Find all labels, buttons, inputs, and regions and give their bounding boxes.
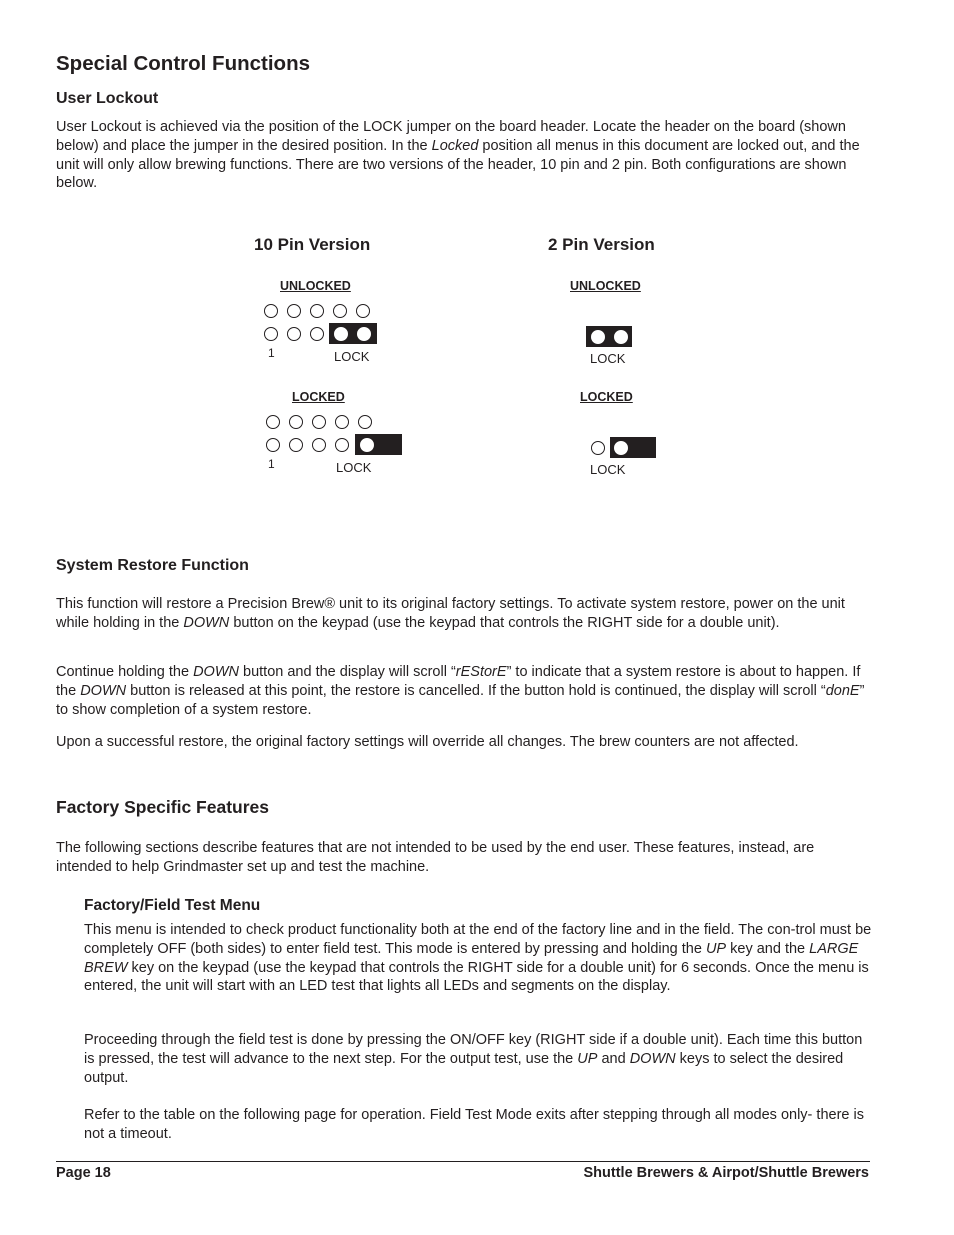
system-restore-heading: System Restore Function <box>56 557 249 574</box>
pin-one-label: 1 <box>268 457 275 471</box>
header-pin <box>312 415 326 429</box>
ten-pin-locked-label: LOCKED <box>292 390 345 404</box>
page-heading: Special Control Functions <box>56 52 310 75</box>
system-restore-paragraph-3: Upon a successful restore, the original factory settings will override all changes. The brew counters are not affected. <box>56 734 799 750</box>
test-menu-heading: Factory/Field Test Menu <box>84 897 261 914</box>
header-pin <box>312 438 326 452</box>
page-number: Page 18 <box>56 1165 111 1181</box>
jumpered-pin <box>614 441 628 455</box>
two-pin-locked-label: LOCKED <box>580 390 633 404</box>
test-menu-paragraph-3: Refer to the table on the following page for operation. Field Test Mode exits after stepping through all modes only- there is not a timeout. <box>84 1107 864 1142</box>
ten-pin-title: 10 Pin Version <box>254 235 371 254</box>
factory-features-paragraph: The following sections describe features that are not intended to be used by the end user. These features, instead, are intended to help Grindmaster set up and test the machine. <box>56 840 815 875</box>
system-restore-paragraph-1: This function will restore a Precision Brew® unit to its original factory settings. To activate system restore, power on the unit while holding in the DOWN button on the keypad (use the keypad that controls the RIGHT side for a double unit). <box>56 596 845 631</box>
header-pin <box>310 304 324 318</box>
header-pin <box>289 415 303 429</box>
footer-divider <box>56 1161 870 1162</box>
header-pin <box>310 327 324 341</box>
header-pin <box>335 415 349 429</box>
header-pin <box>358 415 372 429</box>
lock-label: LOCK <box>590 462 626 477</box>
header-pin <box>266 415 280 429</box>
pin-one-label: 1 <box>268 346 275 360</box>
header-pin <box>289 438 303 452</box>
user-lockout-paragraph: User Lockout is achieved via the position of the LOCK jumper on the board header. Locate the header on the board (shown below) and place the jumper in the desired position. In the Locked position all menus in this document are locked out, and the unit will only allow brewing functions. There are two versions of the header, 10 pin and 2 pin. Both configurations are shown below. <box>56 119 860 192</box>
header-pin <box>264 304 278 318</box>
lock-label: LOCK <box>334 349 370 364</box>
document-title: Shuttle Brewers & Airpot/Shuttle Brewers <box>583 1165 869 1181</box>
header-pin <box>333 304 347 318</box>
header-pin <box>591 441 605 455</box>
factory-features-heading: Factory Specific Features <box>56 797 269 817</box>
jumpered-pin <box>614 330 628 344</box>
jumpered-pin <box>357 327 371 341</box>
header-pin <box>356 304 370 318</box>
ten-pin-unlocked-label: UNLOCKED <box>280 279 351 293</box>
two-pin-unlocked-label: UNLOCKED <box>570 279 641 293</box>
jumpered-pin <box>591 330 605 344</box>
jumpered-pin <box>360 438 374 452</box>
test-menu-paragraph-1: This menu is intended to check product functionality both at the end of the factory line and in the field. The con-trol must be completely OFF (both sides) to enter field test. This mode is entered by pressing and holding the UP key and the LARGE BREW key on the keypad (use the keypad that controls the RIGHT side for a double unit) for 6 seconds. Once the menu is entered, the unit will start with an LED test that lights all LEDs and segments on the display. <box>84 922 872 995</box>
user-lockout-heading: User Lockout <box>56 90 159 107</box>
header-pin <box>266 438 280 452</box>
lock-label: LOCK <box>590 351 626 366</box>
test-menu-paragraph-2: Proceeding through the field test is done by pressing the ON/OFF key (RIGHT side if a double unit). Each time this button is pressed, the test will advance to the next step. For the output test, use the UP and DOWN keys to select the desired output. <box>84 1032 863 1086</box>
two-pin-title: 2 Pin Version <box>548 235 655 254</box>
header-pin <box>264 327 278 341</box>
header-pin <box>335 438 349 452</box>
header-pin <box>287 304 301 318</box>
header-pin <box>287 327 301 341</box>
system-restore-paragraph-2: Continue holding the DOWN button and the display will scroll “rEStorE” to indicate that a system restore is about to happen. If the DOWN button is released at this point, the restore is cancelled. If the button hold is continued, the display will scroll “donE” to show completion of a system restore. <box>56 664 865 718</box>
lock-label: LOCK <box>336 460 372 475</box>
jumpered-pin <box>334 327 348 341</box>
